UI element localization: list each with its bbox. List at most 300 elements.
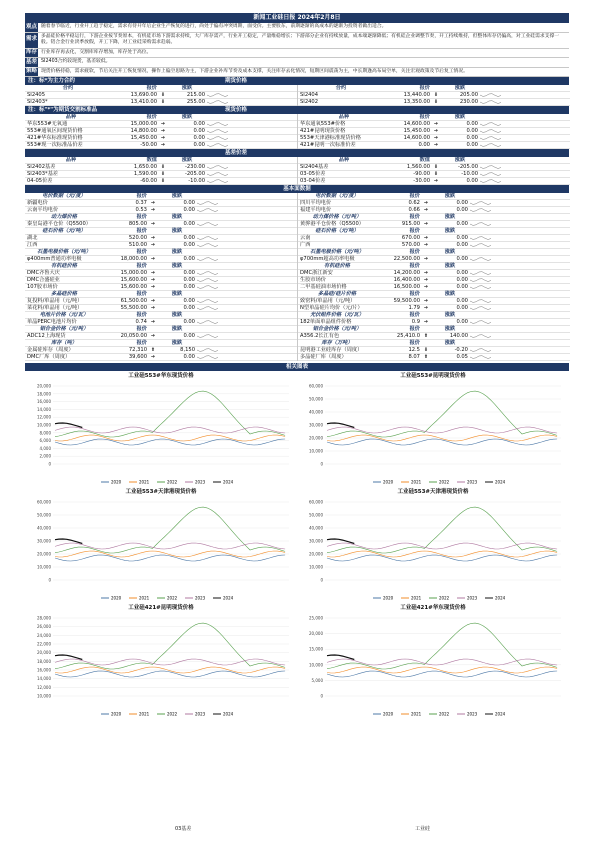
col-change: 涨跌 <box>444 340 456 346</box>
col-change: 涨跌 <box>444 193 456 199</box>
item-change: 8,150 <box>180 347 195 353</box>
fund-column <box>25 193 298 214</box>
item-name: 致密料/单晶用（元/吨） <box>300 298 356 304</box>
col-trend <box>470 340 570 347</box>
y-tick-label: 60,000 <box>37 499 51 505</box>
col-price: 报价 <box>136 193 147 199</box>
item-change: 0.00 <box>183 277 195 283</box>
item-price: 13,410.00 <box>130 99 157 105</box>
trend-arrow-icon: ➔ <box>423 284 429 290</box>
trend-arrow-icon: ➔ <box>433 128 439 134</box>
col-change: 涨跌 <box>444 249 456 255</box>
item-change: 0.00 <box>456 207 468 213</box>
group-header-row <box>25 326 297 333</box>
col-change: 涨跌 <box>171 214 183 220</box>
col-trend <box>480 85 570 92</box>
col-trend <box>197 326 297 333</box>
col-change: 涨跌 <box>444 214 456 220</box>
group-title: 硅石价格（元/吨） <box>315 228 359 234</box>
trend-cell <box>470 354 570 361</box>
y-tick-label: 12,000 <box>37 684 51 690</box>
legend-label: 2022 <box>439 595 450 601</box>
data-row <box>298 99 570 106</box>
item-price: 520.00 <box>128 235 147 241</box>
col-arrow <box>422 214 430 221</box>
col-change: 涨跌 <box>454 85 466 91</box>
col-price: 报价 <box>409 312 420 318</box>
item-change: 0.00 <box>183 284 195 290</box>
trend-cell <box>470 207 570 214</box>
y-tick-label: 30,000 <box>309 422 323 428</box>
series-line <box>327 423 354 428</box>
sparkline <box>470 306 492 311</box>
trend-arrow-icon: ➔ <box>433 121 439 127</box>
y-tick-label: 16,000 <box>37 399 51 405</box>
item-name: 182单面单晶组件价格 <box>300 319 352 325</box>
trend-arrow-icon: ➔ <box>150 242 156 248</box>
trend-cell <box>197 354 297 361</box>
group-title: 有机硅价格 <box>51 263 77 269</box>
y-tick-label: 50,000 <box>309 512 323 518</box>
sparkline <box>197 257 219 262</box>
data-row <box>25 135 297 142</box>
trend-cell <box>197 200 297 207</box>
group-header-row <box>298 193 570 200</box>
group-title: 硅石价格（元/吨） <box>42 228 86 234</box>
trend-cell <box>207 178 297 185</box>
trend-arrow-icon: ➔ <box>423 221 429 227</box>
col-price: 报价 <box>409 228 420 234</box>
item-name: 421#华东标准现货价格 <box>27 135 83 141</box>
sparkline <box>197 299 219 304</box>
series-line <box>327 507 557 553</box>
item-price: 12.5 <box>408 347 420 353</box>
item-name: 553#天津港标准现货价格 <box>300 135 361 141</box>
section-header <box>25 77 569 85</box>
legend-label: 2022 <box>439 479 450 485</box>
group-title: 电价数据（元/度） <box>315 193 359 199</box>
trend-arrow-icon: ➔ <box>150 235 156 241</box>
col-trend <box>197 291 297 298</box>
item-price: -60.00 <box>140 178 157 184</box>
legend-label: 2021 <box>139 595 150 601</box>
col-change: 涨跌 <box>181 114 193 120</box>
data-row <box>25 354 297 361</box>
col-price: 报价 <box>136 228 147 234</box>
sparkline <box>470 271 492 276</box>
trend-arrow-icon: ⬇ <box>160 99 166 105</box>
legend-label: 2021 <box>411 479 422 485</box>
sparkline <box>197 334 219 339</box>
data-row <box>298 178 570 185</box>
group-title: 库存（吨） <box>51 340 77 346</box>
data-row <box>298 221 570 228</box>
item-name: SI2402 <box>300 99 319 105</box>
fund-column <box>298 228 570 249</box>
sparkline <box>207 100 229 105</box>
y-tick-label: 10,000 <box>37 422 51 428</box>
data-row <box>298 347 570 354</box>
col-change: 涨跌 <box>454 157 466 163</box>
trend-arrow-icon: ➔ <box>423 256 429 262</box>
chart-svg <box>301 614 565 720</box>
legend-label: 2023 <box>195 479 206 485</box>
item-price: 13,350.00 <box>403 99 430 105</box>
summary-label: 库存 <box>25 49 37 55</box>
legend-label: 2020 <box>111 595 122 601</box>
y-tick-label: 50,000 <box>37 512 51 518</box>
item-name: DMC合盛硅业 <box>27 277 60 283</box>
chart-title: 工业硅421#华东现货价格 <box>400 605 466 611</box>
fund-group <box>25 291 569 312</box>
item-price: 13,690.00 <box>130 92 157 98</box>
y-tick-label: 40,000 <box>309 409 323 415</box>
item-name: 福建平均电价 <box>300 207 332 213</box>
section-column <box>298 114 570 149</box>
item-price: -50.00 <box>140 142 157 148</box>
trend-arrow-icon: ➔ <box>150 221 156 227</box>
data-row <box>298 235 570 242</box>
trend-cell <box>480 164 570 171</box>
section-title: 基差价差 <box>225 150 248 156</box>
trend-arrow-icon: ➔ <box>423 235 429 241</box>
sparkline <box>470 285 492 290</box>
data-row <box>25 319 297 326</box>
item-name: 04-05价差 <box>27 178 53 184</box>
item-price: 570.00 <box>401 242 420 248</box>
y-tick-label: 20,000 <box>37 551 51 557</box>
item-price: 15,600.00 <box>120 277 147 283</box>
col-arrow <box>422 249 430 256</box>
data-row <box>298 284 570 291</box>
y-tick-label: 18,000 <box>37 658 51 664</box>
y-tick-label: 14,000 <box>37 676 51 682</box>
trend-cell <box>470 221 570 228</box>
sparkline <box>480 136 502 141</box>
sparkline <box>470 334 492 339</box>
item-name: 江西 <box>27 242 38 248</box>
legend-label: 2020 <box>383 711 394 717</box>
sparkline <box>470 320 492 325</box>
data-row <box>25 121 297 128</box>
col-arrow <box>149 214 157 221</box>
sparkline <box>470 278 492 283</box>
col-price: 报价 <box>409 214 420 220</box>
item-price: 0.62 <box>408 200 420 206</box>
item-change: -230.00 <box>184 164 205 170</box>
y-tick-label: 16,000 <box>37 667 51 673</box>
item-price: 1,590.00 <box>133 171 157 177</box>
trend-cell <box>470 242 570 249</box>
trend-cell <box>197 242 297 249</box>
sparkline <box>197 285 219 290</box>
trend-cell <box>207 99 297 106</box>
item-change: 0.00 <box>456 305 468 311</box>
data-row <box>25 284 297 291</box>
item-change: -205.00 <box>457 164 478 170</box>
summary-text: SI2403合约较现货，基差较低。 <box>41 59 111 64</box>
col-change: 涨跌 <box>181 85 193 91</box>
section-column <box>298 85 570 106</box>
sparkline <box>197 243 219 248</box>
item-price: 16,400.00 <box>393 277 420 283</box>
section-grid <box>25 114 569 149</box>
y-tick-label: 18,000 <box>37 391 51 397</box>
col-price: 报价 <box>136 326 147 332</box>
data-row <box>298 242 570 249</box>
sparkline <box>470 222 492 227</box>
sparkline <box>480 100 502 105</box>
y-tick-label: 24,000 <box>37 632 51 638</box>
col-trend <box>197 312 297 319</box>
trend-arrow-icon: ➔ <box>150 284 156 290</box>
item-name: 菜花料/单晶用（元/吨） <box>27 305 83 311</box>
sparkline <box>207 172 229 177</box>
data-row <box>25 171 297 178</box>
data-row <box>25 347 297 354</box>
data-row <box>298 128 570 135</box>
col-price: 报价 <box>136 249 147 255</box>
item-name: 金属硅库存（周度） <box>27 347 74 353</box>
col-arrow <box>159 114 167 121</box>
item-change: 0.00 <box>183 333 195 339</box>
sparkline <box>197 222 219 227</box>
trend-arrow-icon: ➔ <box>423 319 429 325</box>
item-change: 0.00 <box>183 305 195 311</box>
item-price: 1,650.00 <box>133 164 157 170</box>
item-change: 0.00 <box>183 319 195 325</box>
y-tick-label: 4,000 <box>39 445 51 451</box>
data-row <box>298 333 570 340</box>
group-title: 多晶硅/硅片价格 <box>317 291 357 297</box>
trend-arrow-icon: ➔ <box>433 178 439 184</box>
item-name: φ700mm超高功率电极 <box>300 256 355 262</box>
item-price: 0.9 <box>411 319 420 325</box>
y-tick-label: 12,000 <box>37 414 51 420</box>
section-column <box>25 157 298 185</box>
y-tick-label: 26,000 <box>37 624 51 630</box>
sparkline <box>197 278 219 283</box>
section-column <box>25 85 298 106</box>
item-price: 670.00 <box>401 235 420 241</box>
y-tick-label: 60,000 <box>309 383 323 389</box>
chart-svg <box>29 498 293 604</box>
fund-column <box>298 291 570 312</box>
item-name: 生胶市场价 <box>300 277 326 283</box>
trend-cell <box>197 298 297 305</box>
sparkline <box>207 143 229 148</box>
fund-group <box>25 263 569 291</box>
col-price: 报价 <box>419 85 430 91</box>
data-row <box>25 235 297 242</box>
data-row <box>25 277 297 284</box>
data-row <box>298 256 570 263</box>
col-trend <box>197 228 297 235</box>
item-price: 14,600.00 <box>403 135 430 141</box>
col-price: 报价 <box>409 249 420 255</box>
sparkline <box>480 172 502 177</box>
legend-label: 2022 <box>167 595 178 601</box>
data-row <box>25 99 297 106</box>
trend-arrow-icon: ⬇ <box>433 92 439 98</box>
chart-svg <box>301 498 565 604</box>
sparkline <box>207 93 229 98</box>
col-trend <box>470 193 570 200</box>
header-row <box>298 114 570 121</box>
item-name: 云南 <box>300 235 311 241</box>
fund-column <box>298 263 570 291</box>
trend-arrow-icon: ➔ <box>150 298 156 304</box>
trend-cell <box>470 277 570 284</box>
item-change: 205.00 <box>459 92 478 98</box>
y-tick-label: 22,000 <box>37 641 51 647</box>
group-header-row <box>298 228 570 235</box>
item-change: 140.00 <box>449 333 468 339</box>
series-line <box>327 539 354 544</box>
chart-title: 工业硅553#天津港现货价格 <box>397 489 469 495</box>
item-name: 单晶PERC电池片均价 <box>27 319 77 325</box>
trend-cell <box>197 277 297 284</box>
sparkline <box>207 179 229 184</box>
legend-label: 2020 <box>111 479 122 485</box>
item-change: 0.00 <box>456 319 468 325</box>
col-trend <box>207 157 297 164</box>
sparkline <box>207 122 229 127</box>
item-price: 18,000.00 <box>120 256 147 262</box>
group-title: 动力煤价格 <box>51 214 77 220</box>
section-title: 现货价格 <box>225 107 248 113</box>
header-row <box>25 157 297 164</box>
item-name: 新疆电价 <box>27 200 48 206</box>
trend-arrow-icon: ⬆ <box>423 354 429 360</box>
item-change: 0.00 <box>183 354 195 360</box>
header-row <box>25 114 297 121</box>
sparkline <box>480 122 502 127</box>
item-price: 15,000.00 <box>120 270 147 276</box>
col-change: 涨跌 <box>171 312 183 318</box>
trend-cell <box>197 347 297 354</box>
header-row <box>298 157 570 164</box>
section-column <box>25 114 298 149</box>
series-line <box>55 439 285 445</box>
fund-column <box>298 340 570 361</box>
col-arrow <box>432 114 440 121</box>
trend-arrow-icon: ⬆ <box>150 347 156 353</box>
sparkline <box>480 93 502 98</box>
group-header-row <box>25 340 297 347</box>
y-tick-label: 0 <box>48 577 51 583</box>
item-price: 20,050.00 <box>120 333 147 339</box>
trend-arrow-icon: ➔ <box>423 298 429 304</box>
y-tick-label: 30,000 <box>309 538 323 544</box>
y-tick-label: 40,000 <box>37 525 51 531</box>
item-name: 553#通氧区间现货价格 <box>27 128 83 134</box>
trend-cell <box>470 298 570 305</box>
fund-group <box>25 228 569 249</box>
col-arrow <box>432 157 440 164</box>
col-arrow <box>149 263 157 270</box>
col-trend <box>207 85 297 92</box>
chart-svg <box>29 614 293 720</box>
item-name: 复投料/单晶用（元/吨） <box>27 298 83 304</box>
sparkline <box>197 236 219 241</box>
trend-arrow-icon: ➔ <box>423 305 429 311</box>
trend-cell <box>480 171 570 178</box>
series-line <box>55 655 82 660</box>
col-price: 报价 <box>136 291 147 297</box>
col-trend <box>197 263 297 270</box>
sparkline <box>480 179 502 184</box>
sparkline <box>470 348 492 353</box>
report-title: 新闻工业硅日报 2024年2月8日 <box>25 13 569 23</box>
series-line <box>55 539 82 544</box>
item-change: 0.00 <box>466 135 478 141</box>
item-price: 55,500.00 <box>120 305 147 311</box>
trend-cell <box>197 333 297 340</box>
item-name: 四川平均电价 <box>300 200 332 206</box>
item-price: 14,200.00 <box>393 270 420 276</box>
trend-arrow-icon: ➔ <box>423 200 429 206</box>
y-tick-label: 40,000 <box>309 525 323 531</box>
data-row <box>25 207 297 214</box>
col-arrow <box>149 249 157 256</box>
group-header-row <box>25 249 297 256</box>
series-line <box>327 623 557 669</box>
chart-panel <box>301 606 565 720</box>
series-line <box>55 391 285 437</box>
col-trend <box>470 228 570 235</box>
y-tick-label: 2,000 <box>39 453 51 459</box>
y-tick-label: 28,000 <box>37 615 51 621</box>
item-name: 广西 <box>300 242 311 248</box>
item-name: DMC厂库（周度） <box>27 354 71 360</box>
trend-arrow-icon: ➔ <box>150 319 156 325</box>
item-change: 255.00 <box>186 99 205 105</box>
item-change: 0.00 <box>456 298 468 304</box>
chart-panel <box>29 490 293 604</box>
y-tick-label: 20,000 <box>309 631 323 637</box>
y-tick-label: 10,000 <box>37 564 51 570</box>
legend-label: 2024 <box>223 595 234 601</box>
item-change: 0.00 <box>456 242 468 248</box>
data-row <box>25 92 297 99</box>
fund-column <box>298 214 570 228</box>
group-title: 多晶硅价格 <box>51 291 77 297</box>
group-header-row <box>25 291 297 298</box>
fund-column <box>25 228 298 249</box>
section-note: 注：标*为主力合约 <box>28 78 75 84</box>
section-note: 注：标"*"为期货交割标准品 <box>28 107 98 113</box>
col-trend <box>480 157 570 164</box>
item-price: -30.00 <box>413 178 430 184</box>
trend-cell <box>470 235 570 242</box>
trend-cell <box>480 99 570 106</box>
col-trend <box>470 263 570 270</box>
header-row <box>25 85 297 92</box>
trend-cell <box>207 121 297 128</box>
trend-arrow-icon: ➔ <box>423 277 429 283</box>
sparkline <box>470 236 492 241</box>
group-title: 铝合金价格（元/吨） <box>312 326 362 332</box>
series-line <box>55 507 285 553</box>
col-price: 报价 <box>409 193 420 199</box>
col-name: 合约 <box>62 85 74 91</box>
y-tick-label: 5,000 <box>311 677 323 683</box>
sparkline <box>480 143 502 148</box>
sparkline <box>197 320 219 325</box>
col-trend <box>470 326 570 333</box>
sparkline <box>197 355 219 360</box>
